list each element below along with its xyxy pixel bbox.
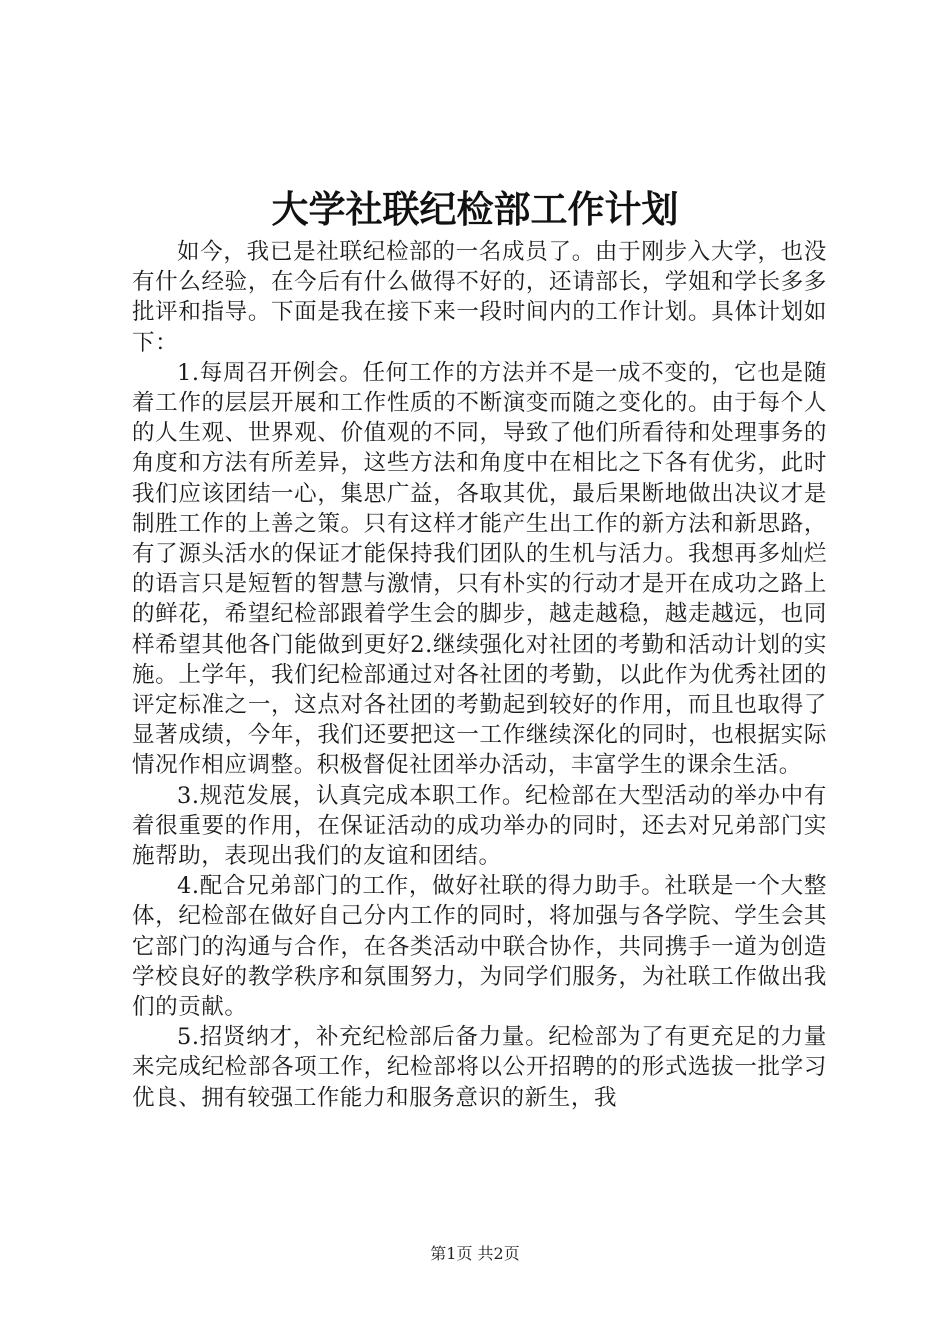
paragraph-item-3: 3.规范发展，认真完成本职工作。纪检部在大型活动的举办中有着很重要的作用，在保证活动的成功举办的同时，还去对兄弟部门实施帮助，表现出我们的友谊和团结。 [132, 782, 827, 870]
page-number-footer: 第1页 共2页 [430, 1244, 520, 1263]
document-body [132, 237, 827, 1113]
paragraph-intro: 如今，我已是社联纪检部的一名成员了。由于刚步入大学，也没有什么经验，在今后有什么做得不好的，还请部长，学姐和学长多多批评和指导。下面是我在接下来一段时间内的工作计划。具体计划如下： [132, 239, 827, 356]
document-title: 大学社联纪检部工作计划 [271, 187, 679, 231]
paragraph-item-5: 5.招贤纳才，补充纪检部后备力量。纪检部为了有更充足的力量来完成纪检部各项工作，纪检部将以公开招聘的的形式选拔一批学习优良、拥有较强工作能力和服务意识的新生，我 [132, 1024, 827, 1111]
paragraph-item-4: 4.配合兄弟部门的工作，做好社联的得力助手。社联是一个大整体，纪检部在做好自己分内工作的同时，将加强与各学院、学生会其它部门的沟通与合作，在各类活动中联合协作，共同携手一道为创造学校良好的教学秩序和氛围努力，为同学们服务，为社联工作做出我们的贡献。 [132, 873, 827, 1021]
paragraph-item-1-2: 1.每周召开例会。任何工作的方法并不是一成不变的，它也是随着工作的层层开展和工作性质的不断演变而随之变化的。由于每个人的人生观、世界观、价值观的不同，导致了他们所看待和处理事务的角度和方法有所差异，这些方法和角度中在相比之下各有优劣，此时我们应该团结一心，集思广益，各取其优，最后果断地做出决议才是制胜工作的上善之策。只有这样才能产生出工作的新方法和新思路，有了源头活水的保证才能保持我们团队的生机与活力。我想再多灿烂的语言只是短暂的智慧与激情，只有朴实的行动才是开在成功之路上的鲜花，希望纪检部跟着学生会的脚步，越走越稳，越走越远，也同样希望其他各门能做到更好2.继续强化对社团的考勤和活动计划的实施。上学年，我们纪检部通过对各社团的考勤，以此作为优秀社团的评定标准之一，这点对各社团的考勤起到较好的作用，而且也取得了显著成绩，今年，我们还要把这一工作继续深化的同时，也根据实际情况作相应调整。积极督促社团举办活动，丰富学生的课余生活。 [132, 359, 827, 779]
